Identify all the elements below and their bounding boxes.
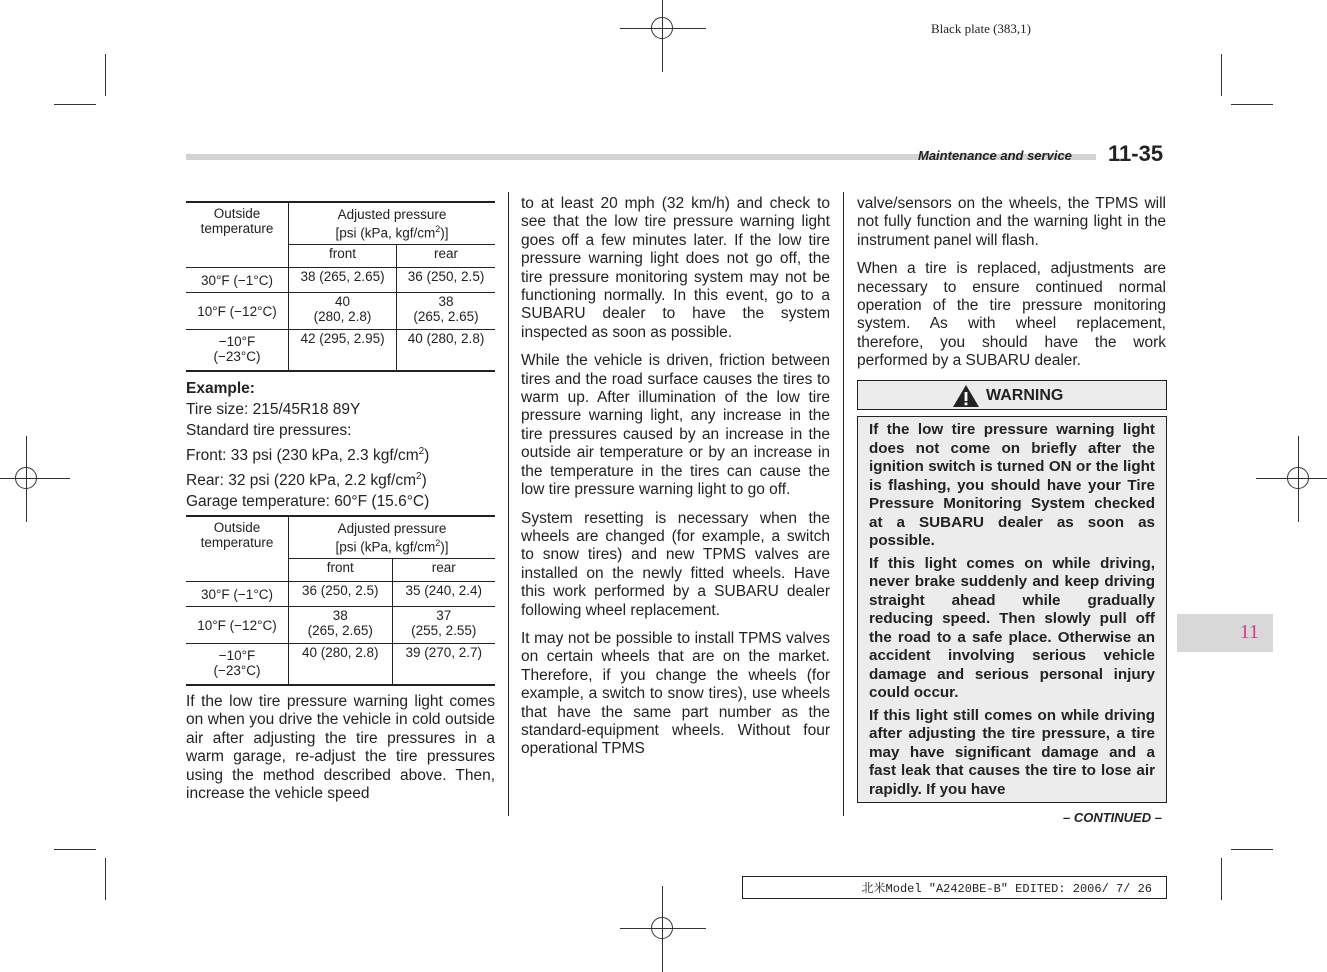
cell-temp: 10°F (−12°C) [186, 607, 289, 644]
cell-front: 38 (265, 2.65) [289, 268, 397, 293]
header-outside-temp: Outside temperature [186, 202, 289, 268]
example-garage: Garage temperature: 60°F (15.6°C) [186, 493, 430, 511]
page-number: 11-35 [1108, 141, 1164, 166]
cell-front: 40 (280, 2.8) [289, 644, 393, 686]
cell-temp: −10°F (−23°C) [186, 330, 289, 372]
header-front: front [289, 245, 397, 268]
table-row [186, 268, 495, 293]
cell-temp: 30°F (−1°C) [186, 268, 289, 293]
warning-paragraph: If this light comes on while driving, never brake suddenly and keep driving straight ahead while gradually reducing speed. Then slowly pull off the road to a safe place. Otherwise an accident involving serious vehicle damage and serious personal injury could occur. [869, 554, 1155, 701]
warning-triangle-icon [952, 384, 980, 408]
table-row [186, 607, 495, 644]
cell-temp: −10°F (−23°C) [186, 644, 289, 686]
example-standard: Standard tire pressures: [186, 422, 352, 439]
cell-front: 36 (250, 2.5) [289, 582, 393, 607]
crop-mark [54, 104, 96, 105]
header-adjusted-pressure: Adjusted pressure [psi (kPa, kgf/$cm^2$)] [289, 516, 496, 559]
warning-paragraph: If this light still comes on while driving after adjusting the tire pressure, a tire may have significant damage and a fast leak that causes the tire to lose air rapidly. If you have [869, 706, 1155, 798]
pressure-table-2 [186, 515, 495, 686]
paragraph: When a tire is replaced, adjustments are necessary to ensure continued normal operation of the tire pressure monitoring system. As with wheel replacement, therefore, you should have the work performed by a SUBARU dealer. [857, 260, 1166, 370]
cell-rear: 40 (280, 2.8) [397, 330, 495, 372]
paragraph: While the vehicle is driven, friction between tires and the road surface causes the tires to warm up. After illumination of the low tire pressure warning light, any increase in the tire pressures caused by an increase in the outside air temperature or by an increase in the temperature in the tires can cause the low tire pressure warning light to go off. [521, 352, 830, 499]
footer-edit-box [742, 876, 1167, 899]
pressure-table-1 [186, 201, 495, 372]
warning-label: WARNING [986, 387, 1064, 404]
crop-mark [1221, 54, 1222, 96]
column3-text [857, 195, 1166, 381]
table-row [186, 330, 495, 372]
warning-body [857, 416, 1167, 803]
column-divider [508, 192, 509, 816]
example-front: Front: 33 psi (230 kPa, 2.3 kgf/$cm^2$) [186, 446, 430, 465]
header-adjusted-pressure: Adjusted pressure [psi (kPa, kgf/$cm^2$)] [289, 202, 496, 245]
column2-text [521, 195, 830, 769]
footer-edit-info: 北米Model "A2420BE-B" EDITED: 2006/ 7/ 26 [861, 882, 1152, 896]
chapter-thumb-tab [1177, 614, 1273, 652]
example-rear: Rear: 32 psi (220 kPa, 2.2 kgf/$cm^2$) [186, 471, 427, 490]
paragraph: valve/sensors on the wheels, the TPMS will not fully function and the warning light in the instrument panel will flash. [857, 195, 1166, 249]
header-front: front [289, 559, 393, 582]
registration-mark-bottom [620, 886, 706, 972]
cell-front: 40 (280, 2.8) [289, 293, 397, 330]
cell-temp: 10°F (−12°C) [186, 293, 289, 330]
example-block [186, 378, 429, 512]
cell-rear: 38 (265, 2.65) [397, 293, 495, 330]
table-row [186, 644, 495, 686]
header-rear: rear [397, 245, 495, 268]
continued-label: – CONTINUED – [1063, 810, 1162, 825]
table-row [186, 293, 495, 330]
cell-rear: 36 (250, 2.5) [397, 268, 495, 293]
warning-paragraph: If the low tire pressure warning light does not come on briefly after the ignition switch is turned ON or the light is flashing, you should have your Tire Pressure Monitoring System checked at a SUBARU dealer as soon as possible. [869, 421, 1155, 549]
crop-mark [105, 54, 106, 96]
crop-mark [1231, 849, 1273, 850]
registration-mark-right [1256, 436, 1327, 522]
paragraph: It may not be possible to install TPMS valves on certain wheels that are on the market. Therefore, if you change the wheels (for example, a switch to snow tires), use wheels that have the same part number as the standard-equipment wheels. Without four operational TPMS [521, 629, 830, 758]
chapter-number: 11 [1239, 621, 1259, 643]
crop-mark [1231, 104, 1273, 105]
crop-mark [1221, 858, 1222, 900]
warning-header [857, 380, 1167, 410]
paragraph: to at least 20 mph (32 km/h) and check to see that the low tire pressure warning light goes off a few minutes later. If the low tire pressure warning light does not go off, the tire pressure monitoring system may not be functioning normally. In this event, go to a SUBARU dealer to have the system inspected as soon as possible. [521, 195, 830, 341]
paragraph: System resetting is necessary when the wheels are changed (for example, a switch to snow tires) and new TPMS valves are installed on the newly fitted wheels. Have this work performed by a SUBARU dealer following wheel replacement. [521, 509, 830, 619]
cell-rear: 37 (255, 2.55) [392, 607, 495, 644]
header-outside-temp: Outside temperature [186, 516, 289, 582]
cell-rear: 39 (270, 2.7) [392, 644, 495, 686]
example-title: Example: [186, 380, 255, 397]
crop-mark [105, 858, 106, 900]
table-row [186, 582, 495, 607]
header-rear: rear [392, 559, 495, 582]
cell-temp: 30°F (−1°C) [186, 582, 289, 607]
plate-label: Black plate (383,1) [931, 21, 1031, 36]
column1-paragraph: If the low tire pressure warning light comes on when you drive the vehicle in cold outside air after adjusting the tire pressures in a warm garage, re-adjust the tire pressures using the method described above. Then, increase the vehicle speed [186, 693, 495, 803]
registration-mark-left [0, 436, 70, 522]
column-divider [843, 192, 844, 816]
crop-mark [54, 849, 96, 850]
cell-rear: 35 (240, 2.4) [392, 582, 495, 607]
registration-mark-top [620, 0, 706, 72]
cell-front: 38 (265, 2.65) [289, 607, 393, 644]
section-title: Maintenance and service [918, 148, 1072, 163]
cell-front: 42 (295, 2.95) [289, 330, 397, 372]
example-tire-size: Tire size: 215/45R18 89Y [186, 401, 361, 418]
